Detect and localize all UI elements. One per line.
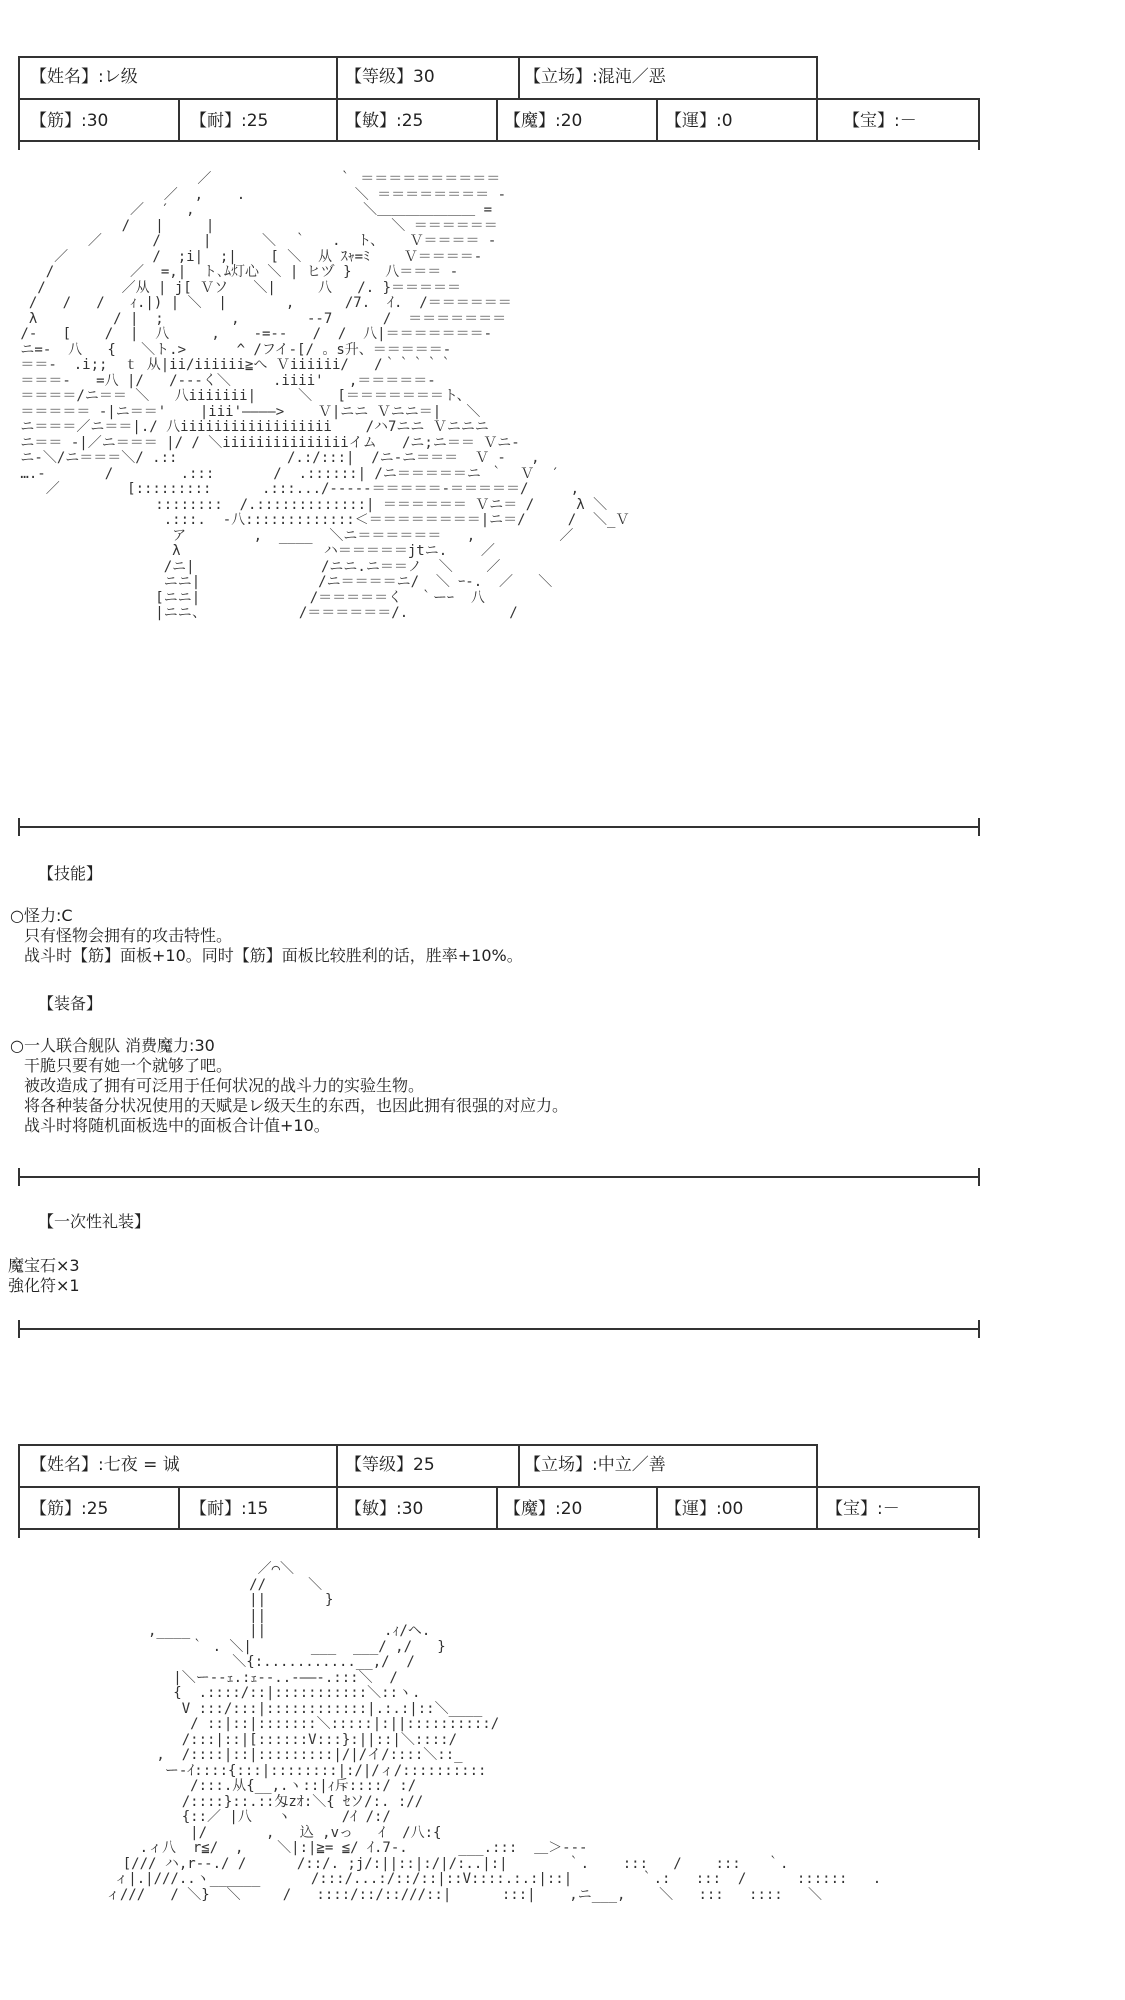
stat-np: 【宝】:－ (843, 111, 917, 131)
skill-line-2: 战斗时【筋】面板+10。同时【筋】面板比较胜利的话，胜率+10%。 (24, 946, 523, 965)
character-ascii-art-2: ／⌒＼ // ＼ || } || ,____ || .ｨ/ヘ. ｀ . ＼| ___ ___/ ,/ } ＼{:...........__,/ / |＼ー--ｪ.:ｪ--..-――-.:::＼ / { .::::/::|:::::::::::＼::ヽ. V :::/:::|::::::::::::|.:.:|::＼____ / ::|::|:::::::＼:::::|:||::::::::::/ /:::|::|[::::::V:::}:||::|＼::::/ , /::::|::|:::::::::|/|/イ/::::＼::_ ー-ｲ::::{:::|::::::::|:/|/ィ/:::::::::: /:::.从{__,.ヽ::|ｨ斥::::/ :/ /::::}::.::匁zｵ:＼{ ｾソ/:. :// {::／ |八 ヽ /ｲ /:/ |/ , 込 ,vっ ｲ /八:{ .ィ八 r≦/ , ＼|:|≧= ≦/ ｲ.7-. ___.::: ＿＞--- [/// ハ,r--./ / /::/. ;j/:||::|:/|/:..|:| ｀. ::: / ::: ｀. ィ|.|///..ヽ______ /:::/...:/::/::|::V::::.:.:|::| ｀.: ::: / :::::: . ィ/// / ＼} ＼ / ::::/::/::///::| :::| ,ニ___, ＼ ::: :::: ＼ (105, 1561, 882, 1903)
card1-art-bottom-border (18, 826, 980, 828)
divider (816, 56, 818, 98)
divider (18, 1168, 20, 1186)
divider (978, 1320, 980, 1338)
card2-stats-bottom-border (18, 1528, 980, 1530)
card2-level: 【等级】25 (345, 1455, 435, 1475)
equip-title: 【装备】 (38, 994, 103, 1013)
stat-agi: 【敏】:25 (345, 111, 424, 131)
divider (816, 1486, 818, 1528)
equip-line-1: 干脆只要有她一个就够了吧。 (24, 1056, 233, 1075)
card2-stat-end: 【耐】:15 (190, 1499, 269, 1519)
card1-alignment: 【立场】:混沌／恶 (524, 67, 666, 87)
item-2: 強化符×1 (8, 1276, 80, 1295)
stat-luck: 【運】:0 (665, 111, 733, 131)
card1-level: 【等级】30 (345, 67, 435, 87)
divider (496, 98, 498, 140)
divider (336, 98, 338, 140)
divider (978, 140, 980, 150)
card2-mid-border (18, 1486, 980, 1488)
card2-stat-agi: 【敏】:30 (345, 1499, 424, 1519)
divider (178, 1486, 180, 1528)
divider (336, 1486, 338, 1528)
equip-line-3: 将各种装备分状况使用的天赋是レ级天生的东西，也因此拥有很强的对应力。 (24, 1096, 569, 1115)
divider (496, 1486, 498, 1528)
items-title: 【一次性礼装】 (38, 1212, 151, 1231)
card1-name: 【姓名】:レ级 (30, 67, 138, 87)
card1-stats-bottom-border (18, 140, 980, 142)
divider (18, 1320, 20, 1338)
divider (816, 98, 818, 140)
card2-name: 【姓名】:七夜 = 诚 (30, 1455, 180, 1475)
item-1: 魔宝石×3 (8, 1256, 80, 1275)
divider (336, 56, 338, 98)
divider (178, 98, 180, 140)
card1-top-border (18, 56, 818, 58)
divider (518, 1444, 520, 1486)
character-ascii-art: ／ ｀ ＝＝＝＝＝＝＝＝＝＝ ／ , . ＼ ＝＝＝＝＝＝＝＝ - ／ ′ , ＼＿＿＿＿＿＿＿ = / | | ＼ ＝＝＝＝＝＝ ／ / | ＼ ｀ . ト、 Ｖ＝＝＝＝ - ／ / ;i| ;| [ ＼ 从 ｽｬ=ﾐ Ｖ＝＝＝＝- / ／ =,| ト､ﾑ灯心 ＼ | ヒヅ } 八＝＝＝ - / ／从 | j[ Ｖソ ＼| 八 /. }＝＝＝＝＝ / / / ｨ.|) | ＼ | , /7. ｲ. /＝＝＝＝＝＝ λ / | ; , --7 / ＝＝＝＝＝＝＝ /- [ / | 八 , -=-- / / 八|＝＝＝＝＝＝＝- ニ=- 八 { ＼ト.> ^ /フイ-[/ 。s升、＝＝＝＝＝- ＝＝- .i;; ｔ 从|ii/iiiiii≧へ Ｖiiiiii/ /｀｀｀｀｀ ＝＝＝- =八 |/ /---く＼ .iiii' ,＝＝＝＝＝- ＝＝＝＝/ニ＝＝ ＼ 八iiiiiii| ＼ [＝＝＝＝＝＝＝ト、 ＝＝＝＝＝ -|ニ＝＝' |iii'――――> Ｖ|ニニ Ｖニニ＝| ＼ ニ＝＝＝／ニ＝＝|./ 八iiiiiiiiiiiiiiiiii /ハ7ニニ Ｖニニニ ニ＝＝ -|／ニ＝＝＝ |/ / ＼iiiiiiiiiiiiiiiイム /ニ;ニ＝＝ Ｖニ- ニ-＼/ニ＝＝＝＼/ .:: /.:/:::| /ニ-ニ＝＝＝ Ｖ - , ….- / .::: / .::::::| /ニ＝＝＝＝＝ニ ｀ Ｖ ′ ／ [::::::::: .:::.../-----＝＝＝＝＝-＝＝＝＝＝/ , :::::::: /.:::::::::::::| ＝＝＝＝＝＝ Ｖニ＝ / λ ＼ .:::. -八:::::::::::::＜＝＝＝＝＝＝＝＝|ニ＝/ / ＼_Ｖ ア , ____ ＼ニ＝＝＝＝＝＝ , ／ λ ハ＝＝＝＝＝jtニ. ／ /ニ| /ニニ.ニ＝＝ノ ＼ ／ ニニ| /ニ＝＝＝＝ニ/ ＼ ｰ-. ／ ＼ [ニニ| /＝＝＝＝＝く ｀ーｰ 八 |ニニ、 /＝＝＝＝＝＝/. / (20, 171, 630, 621)
stat-end: 【耐】:25 (190, 111, 269, 131)
card2-stat-mag: 【魔】:20 (504, 1499, 583, 1519)
skill-line-1: 只有怪物会拥有的攻击特性。 (24, 926, 233, 945)
skill-name: ○怪力:C (10, 906, 73, 925)
divider (336, 1444, 338, 1486)
divider (18, 56, 20, 98)
card2-top-border (18, 1444, 818, 1446)
equip-name: ○一人联合舰队 消费魔力:30 (10, 1036, 215, 1055)
equip-line-4: 战斗时将随机面板选中的面板合计值+10。 (24, 1116, 330, 1135)
divider (978, 1486, 980, 1528)
divider (816, 1444, 818, 1486)
divider (18, 1486, 20, 1528)
card1-bottom-border (18, 1328, 980, 1330)
stat-str: 【筋】:30 (30, 111, 109, 131)
divider (656, 1486, 658, 1528)
card2-stat-str: 【筋】:25 (30, 1499, 109, 1519)
divider (978, 98, 980, 140)
card2-alignment: 【立场】:中立／善 (524, 1455, 666, 1475)
divider (656, 98, 658, 140)
divider (978, 818, 980, 836)
divider (18, 98, 20, 140)
divider (978, 1168, 980, 1186)
card1-equip-bottom-border (18, 1176, 980, 1178)
card1-mid-border (18, 98, 980, 100)
equip-line-2: 被改造成了拥有可泛用于任何状况的战斗力的实验生物。 (24, 1076, 425, 1095)
card2-stat-luck: 【運】:00 (665, 1499, 744, 1519)
divider (518, 56, 520, 98)
skills-title: 【技能】 (38, 864, 103, 883)
divider (18, 1528, 20, 1538)
divider (18, 140, 20, 150)
divider (18, 1444, 20, 1486)
stat-mag: 【魔】:20 (504, 111, 583, 131)
divider (18, 818, 20, 836)
divider (978, 1528, 980, 1538)
card2-stat-np: 【宝】:－ (826, 1499, 900, 1519)
